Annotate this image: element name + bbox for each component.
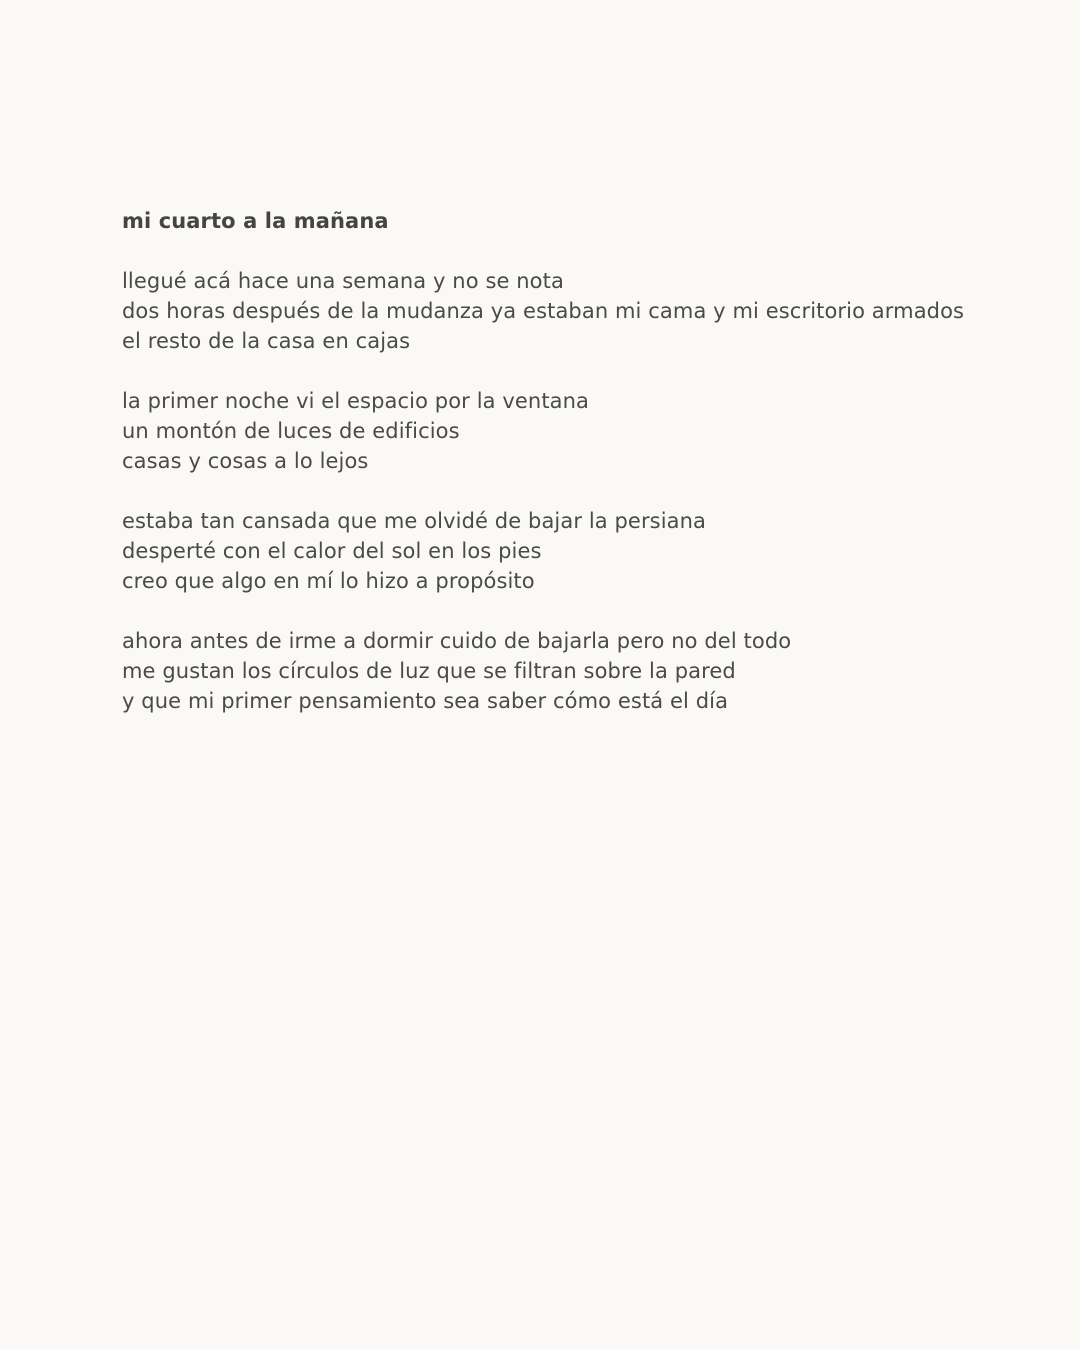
poem-line: estaba tan cansada que me olvidé de bajar la persiana: [122, 509, 707, 533]
poem-line: me gustan los círculos de luz que se filtran sobre la pared: [122, 659, 736, 683]
poem-line: desperté con el calor del sol en los pies: [122, 539, 542, 563]
poem-line: un montón de luces de edificios: [122, 419, 460, 443]
poem-line: y que mi primer pensamiento sea saber cómo está el día: [122, 689, 729, 713]
poem-title: mi cuarto a la mañana: [122, 209, 389, 233]
poem-line: el resto de la casa en cajas: [122, 329, 411, 353]
poem-line: creo que algo en mí lo hizo a propósito: [122, 569, 535, 593]
stanza-4: [122, 626, 1022, 716]
stanza-1: [122, 266, 1022, 356]
stanza-2: [122, 386, 1022, 476]
poem: [122, 206, 1022, 716]
poem-line: la primer noche vi el espacio por la ventana: [122, 389, 590, 413]
stanza-3: [122, 506, 1022, 596]
poem-line: ahora antes de irme a dormir cuido de bajarla pero no del todo: [122, 629, 792, 653]
poem-line: dos horas después de la mudanza ya estaban mi cama y mi escritorio armados: [122, 299, 965, 323]
poem-line: llegué acá hace una semana y no se nota: [122, 269, 564, 293]
poem-line: casas y cosas a lo lejos: [122, 449, 369, 473]
